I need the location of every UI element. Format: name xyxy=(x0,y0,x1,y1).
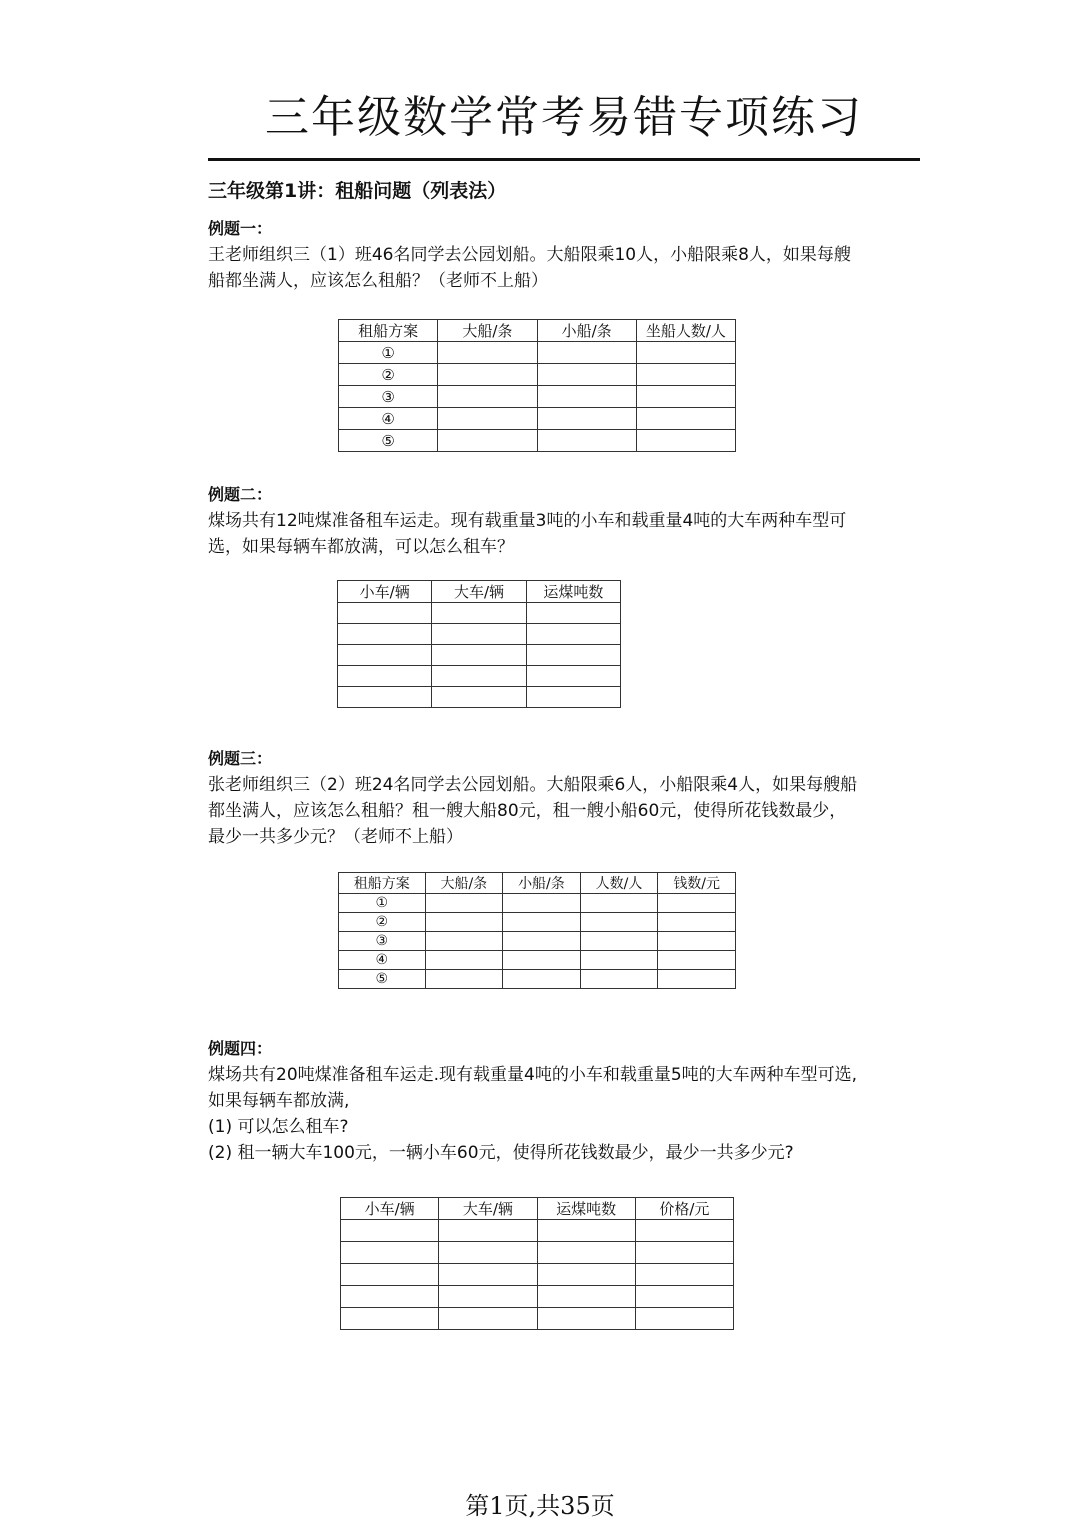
column-header: 小车/辆 xyxy=(338,581,432,603)
blank-cell[interactable] xyxy=(537,342,636,364)
plan-number: ⑤ xyxy=(339,970,426,989)
example-2-label: 例题二： xyxy=(208,485,273,504)
blank-cell[interactable] xyxy=(503,951,581,970)
blank-cell[interactable] xyxy=(658,970,736,989)
table-header-row xyxy=(339,873,736,894)
example-3-table xyxy=(338,872,736,989)
blank-cell[interactable] xyxy=(432,624,526,645)
blank-cell[interactable] xyxy=(438,386,537,408)
table-row xyxy=(339,951,736,970)
table-row xyxy=(338,645,621,666)
blank-cell[interactable] xyxy=(338,645,432,666)
blank-cell[interactable] xyxy=(503,970,581,989)
blank-cell[interactable] xyxy=(432,603,526,624)
example-2 xyxy=(208,482,920,560)
example-2-line-1: 煤场共有12吨煤准备租车运走。现有载重量3吨的小车和载重量4吨的大车两种车型可 xyxy=(208,511,847,531)
blank-cell[interactable] xyxy=(537,1286,635,1308)
blank-cell[interactable] xyxy=(580,951,658,970)
example-4-question-2: (2) 租一辆大车100元，一辆小车60元，使得所花钱数最少，最少一共多少元? xyxy=(208,1143,794,1163)
column-header: 钱数/元 xyxy=(658,873,736,894)
example-4-line-1: 煤场共有20吨煤准备租车运走.现有载重量4吨的小车和载重量5吨的大车两种车型可选, xyxy=(208,1065,858,1085)
column-header: 小车/辆 xyxy=(341,1198,439,1220)
blank-cell[interactable] xyxy=(526,666,620,687)
blank-cell[interactable] xyxy=(503,894,581,913)
column-header: 坐船人数/人 xyxy=(636,320,735,342)
table-row xyxy=(338,603,621,624)
blank-cell[interactable] xyxy=(503,932,581,951)
blank-cell[interactable] xyxy=(658,951,736,970)
blank-cell[interactable] xyxy=(635,1220,733,1242)
blank-cell[interactable] xyxy=(438,408,537,430)
blank-cell[interactable] xyxy=(341,1286,439,1308)
blank-cell[interactable] xyxy=(537,1308,635,1330)
blank-cell[interactable] xyxy=(580,894,658,913)
column-header: 小船/条 xyxy=(537,320,636,342)
plan-number: ① xyxy=(339,342,438,364)
plan-number: ⑤ xyxy=(339,430,438,452)
blank-cell[interactable] xyxy=(537,386,636,408)
blank-cell[interactable] xyxy=(338,624,432,645)
blank-cell[interactable] xyxy=(635,1264,733,1286)
column-header: 大船/条 xyxy=(425,873,503,894)
blank-cell[interactable] xyxy=(432,687,526,708)
blank-cell[interactable] xyxy=(439,1264,537,1286)
table-header-row xyxy=(338,581,621,603)
table-row xyxy=(339,342,736,364)
plan-number: ① xyxy=(339,894,426,913)
blank-cell[interactable] xyxy=(580,913,658,932)
blank-cell[interactable] xyxy=(425,970,503,989)
blank-cell[interactable] xyxy=(636,430,735,452)
blank-cell[interactable] xyxy=(658,894,736,913)
example-4 xyxy=(208,1036,920,1166)
plan-number: ③ xyxy=(339,386,438,408)
blank-cell[interactable] xyxy=(338,687,432,708)
example-1-table xyxy=(338,319,736,452)
column-header: 大车/辆 xyxy=(439,1198,537,1220)
example-4-question-1: (1) 可以怎么租车? xyxy=(208,1117,349,1137)
plan-number: ② xyxy=(339,913,426,932)
blank-cell[interactable] xyxy=(580,970,658,989)
page-number: 第1页,共35页 xyxy=(465,1492,615,1520)
column-header: 运煤吨数 xyxy=(537,1198,635,1220)
example-1 xyxy=(208,216,920,294)
blank-cell[interactable] xyxy=(537,1242,635,1264)
plan-number: ③ xyxy=(339,932,426,951)
blank-cell[interactable] xyxy=(580,932,658,951)
column-header: 运煤吨数 xyxy=(526,581,620,603)
blank-cell[interactable] xyxy=(636,364,735,386)
blank-cell[interactable] xyxy=(338,603,432,624)
table-row xyxy=(338,624,621,645)
lesson-heading: 三年级第1讲：租船问题（列表法） xyxy=(208,180,507,202)
blank-cell[interactable] xyxy=(438,364,537,386)
blank-cell[interactable] xyxy=(425,894,503,913)
blank-cell[interactable] xyxy=(425,932,503,951)
plan-number: ④ xyxy=(339,408,438,430)
table-row xyxy=(338,666,621,687)
table-row xyxy=(339,364,736,386)
table-header-row xyxy=(341,1198,734,1220)
example-1-line-2: 船都坐满人，应该怎么租船？（老师不上船） xyxy=(208,271,548,291)
blank-cell[interactable] xyxy=(537,430,636,452)
column-header: 价格/元 xyxy=(635,1198,733,1220)
blank-cell[interactable] xyxy=(636,386,735,408)
table-row xyxy=(341,1264,734,1286)
example-3-line-2: 都坐满人，应该怎么租船？租一艘大船80元，租一艘小船60元，使得所花钱数最少， xyxy=(208,801,847,821)
table-row xyxy=(341,1220,734,1242)
example-3-label: 例题三： xyxy=(208,749,273,768)
blank-cell[interactable] xyxy=(537,364,636,386)
blank-cell[interactable] xyxy=(635,1286,733,1308)
blank-cell[interactable] xyxy=(537,1264,635,1286)
blank-cell[interactable] xyxy=(636,408,735,430)
table-row xyxy=(339,386,736,408)
blank-cell[interactable] xyxy=(439,1308,537,1330)
table-row xyxy=(341,1308,734,1330)
blank-cell[interactable] xyxy=(341,1264,439,1286)
table-row xyxy=(341,1286,734,1308)
document-title: 三年级数学常考易错专项练习 xyxy=(265,92,863,143)
example-1-label: 例题一： xyxy=(208,219,273,238)
example-1-line-1: 王老师组织三（1）班46名同学去公园划船。大船限乘10人，小船限乘8人，如果每艘 xyxy=(208,245,851,265)
blank-cell[interactable] xyxy=(658,932,736,951)
table-row xyxy=(339,913,736,932)
example-3 xyxy=(208,746,920,850)
blank-cell[interactable] xyxy=(526,624,620,645)
column-header: 租船方案 xyxy=(339,873,426,894)
blank-cell[interactable] xyxy=(338,666,432,687)
table-row xyxy=(339,932,736,951)
blank-cell[interactable] xyxy=(425,913,503,932)
example-2-line-2: 选，如果每辆车都放满，可以怎么租车？ xyxy=(208,537,514,557)
blank-cell[interactable] xyxy=(438,342,537,364)
blank-cell[interactable] xyxy=(439,1286,537,1308)
table-row xyxy=(339,894,736,913)
table-row xyxy=(339,408,736,430)
example-2-table xyxy=(337,580,621,708)
blank-cell[interactable] xyxy=(425,951,503,970)
blank-cell[interactable] xyxy=(537,1220,635,1242)
blank-cell[interactable] xyxy=(341,1220,439,1242)
blank-cell[interactable] xyxy=(526,603,620,624)
column-header: 大车/辆 xyxy=(432,581,526,603)
blank-cell[interactable] xyxy=(341,1242,439,1264)
blank-cell[interactable] xyxy=(526,645,620,666)
blank-cell[interactable] xyxy=(503,913,581,932)
blank-cell[interactable] xyxy=(432,645,526,666)
table-row xyxy=(339,970,736,989)
blank-cell[interactable] xyxy=(438,430,537,452)
column-header: 小船/条 xyxy=(503,873,581,894)
plan-number: ④ xyxy=(339,951,426,970)
table-row xyxy=(339,430,736,452)
example-4-line-2: 如果每辆车都放满, xyxy=(208,1091,350,1111)
table-header-row xyxy=(339,320,736,342)
table-row xyxy=(341,1242,734,1264)
example-4-table xyxy=(340,1197,734,1330)
column-header: 租船方案 xyxy=(339,320,438,342)
blank-cell[interactable] xyxy=(537,408,636,430)
blank-cell[interactable] xyxy=(658,913,736,932)
blank-cell[interactable] xyxy=(439,1220,537,1242)
blank-cell[interactable] xyxy=(432,666,526,687)
blank-cell[interactable] xyxy=(635,1308,733,1330)
blank-cell[interactable] xyxy=(341,1308,439,1330)
example-3-line-1: 张老师组织三（2）班24名同学去公园划船。大船限乘6人，小船限乘4人，如果每艘船 xyxy=(208,775,858,795)
table-row xyxy=(338,687,621,708)
column-header: 人数/人 xyxy=(580,873,658,894)
column-header: 大船/条 xyxy=(438,320,537,342)
blank-cell[interactable] xyxy=(635,1242,733,1264)
example-4-label: 例题四： xyxy=(208,1039,273,1058)
blank-cell[interactable] xyxy=(439,1242,537,1264)
title-underline xyxy=(208,158,920,161)
blank-cell[interactable] xyxy=(526,687,620,708)
blank-cell[interactable] xyxy=(636,342,735,364)
plan-number: ② xyxy=(339,364,438,386)
example-3-line-3: 最少一共多少元？（老师不上船） xyxy=(208,827,463,847)
